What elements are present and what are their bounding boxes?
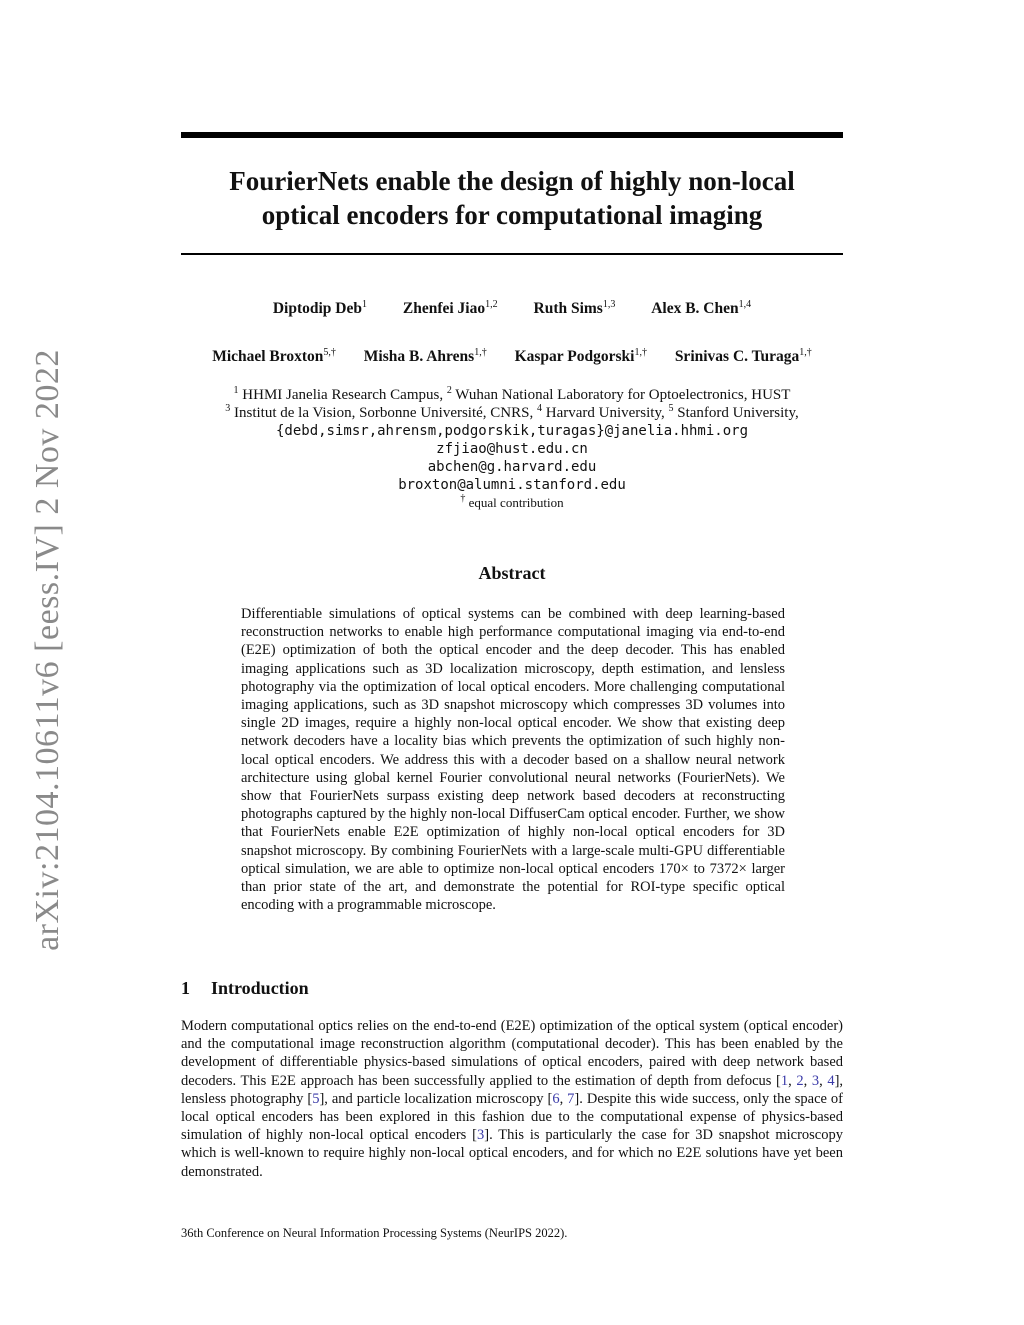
- author: Diptodip Deb$^1$: [272, 299, 367, 317]
- authors-row-2: [181, 348, 843, 366]
- author: Ruth Sims$^{1,3}$: [533, 299, 616, 317]
- title-bottom-rule: [181, 253, 843, 255]
- arxiv-stamp: arXiv:2104.10611v6 [eess.IV] 2 Nov 2022: [29, 349, 66, 951]
- citation-link[interactable]: 7: [567, 1090, 575, 1107]
- citation-link[interactable]: 3: [477, 1127, 485, 1144]
- author: Kaspar Podgorski$^{1,\dagger}$: [514, 347, 647, 365]
- author: Srinivas C. Turaga$^{1,\dagger}$: [674, 347, 812, 365]
- email-line: broxton@alumni.stanford.edu: [398, 477, 626, 493]
- affiliations: [181, 386, 843, 512]
- affiliation-line-1: $^1$ HHMI Janelia Research Campus, $^2$ Wuhan National Laboratory for Optoelectronics, HUST: [233, 385, 791, 403]
- paper-title: [181, 164, 843, 232]
- citation-link[interactable]: 3: [811, 1072, 820, 1089]
- abstract-text: Differentiable simulations of optical systems can be combined with deep learning-based reconstruction networks to enable high performance computational imaging via end-to-end (E2E) optimization of both the optical encoder and the deep decoder. This has enabled imaging applications such as 3D localization microscopy, depth estimation, and lensless photography via the optimization of local optical encoders. More challenging computational imaging applications, such as 3D snapshot microscopy which compresses 3D volumes into single 2D images, require a highly non-local optical encoder. We show that existing deep network decoders have a locality bias which prevents the optimization of such highly non-local optical encoders. We address this with a decoder based on a shallow neural network architecture using global kernel Fourier convolutional neural networks (FourierNets). We show that FourierNets surpass existing deep network based decoders at reconstructing photographs captured by the highly non-local DiffuserCam optical encoder. Further, we show that FourierNets enable E2E optimization of highly non-local optical encoders for 3D snapshot microscopy. By combining FourierNets with a large-scale multi-GPU differentiable optical simulation, we are able to optimize non-local optical encoders 170× to 7372× larger than prior state of the art, and demonstrate the potential for ROI-type specific optical encoding with a programmable microscope.: [241, 606, 785, 914]
- email-line: abchen@g.harvard.edu: [427, 459, 597, 475]
- author: Michael Broxton$^{5,\dagger}$: [212, 347, 336, 365]
- email-line: zfjiao@hust.edu.cn: [436, 441, 588, 457]
- citation-link[interactable]: 5: [312, 1090, 320, 1107]
- affiliation-line-2: $^3$ Institut de la Vision, Sorbonne Université, CNRS, $^4$ Harvard University, $^5$ Stanford University,: [225, 403, 799, 421]
- top-rule: [181, 132, 843, 138]
- author: Alex B. Chen$^{1,4}$: [651, 299, 752, 317]
- conference-footer: 36th Conference on Neural Information Processing Systems (NeurIPS 2022).: [181, 1226, 568, 1240]
- authors-row-1: [181, 300, 843, 318]
- abstract-heading: Abstract: [478, 563, 546, 583]
- author: Zhenfei Jiao$^{1,2}$: [402, 299, 498, 317]
- equal-contribution-note: † equal contribution: [460, 493, 564, 510]
- citation-link[interactable]: 2: [796, 1072, 804, 1089]
- citation-link[interactable]: 1: [780, 1072, 789, 1089]
- email-line: {debd,simsr,ahrensm,podgorskik,turagas}@janelia.hhmi.org: [275, 423, 748, 439]
- citation-link[interactable]: 6: [552, 1090, 560, 1107]
- section-title: Introduction: [211, 978, 309, 998]
- title-line-2: optical encoders for computational imaging: [261, 200, 763, 230]
- introduction-paragraph: Modern computational optics relies on the end-to-end (E2E) optimization of the optical system (optical encoder) and the computational image reconstruction algorithm (computational decoder). This has been enabled by the development of differentiable physics-based simulations of optical encoders, paired with deep network based decoders. This E2E approach has been successfully applied to the estimation of depth from defocus [1, 2, 3, 4], lensless photography [5], and particle localization microscopy [6, 7]. Despite this wide success, only the space of local optical encoders has been explored in this fashion due to the computational expense of physics-based simulation of highly non-local optical encoders [3]. This is particularly the case for 3D snapshot microscopy which is well-known to require highly non-local optical encoders, and for which no E2E solutions have yet been demonstrated.: [181, 1018, 844, 1180]
- section-heading: [181, 978, 309, 999]
- title-line-1: FourierNets enable the design of highly non-local: [229, 166, 795, 196]
- citation-link[interactable]: 4: [827, 1072, 835, 1089]
- section-number: 1: [181, 978, 190, 998]
- author: Misha B. Ahrens$^{1,\dagger}$: [363, 347, 487, 365]
